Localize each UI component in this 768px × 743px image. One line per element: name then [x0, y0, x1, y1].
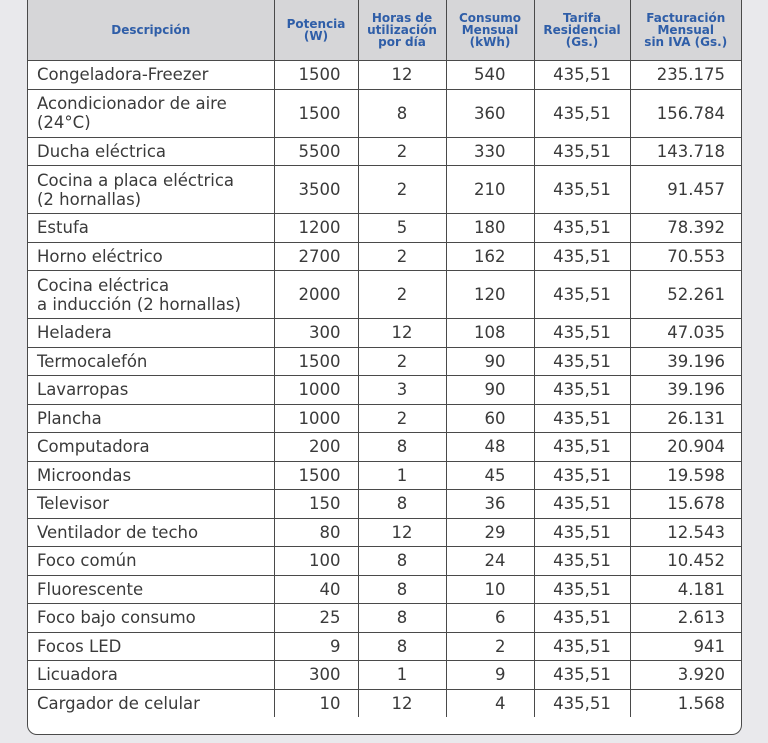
cell-descripcion: [28, 214, 274, 243]
cell-horas: 8: [358, 433, 446, 462]
header-line: Potencia: [286, 17, 346, 31]
cell-tarifa: 435,51: [534, 433, 630, 462]
cell-potencia: 300: [274, 319, 358, 348]
cell-consumo: 29: [446, 518, 534, 547]
cell-consumo: 108: [446, 319, 534, 348]
cell-horas: 12: [358, 518, 446, 547]
table-row: [28, 242, 741, 271]
cell-tarifa: 435,51: [534, 376, 630, 405]
cell-descripcion: [28, 632, 274, 661]
cell-tarifa: 435,51: [534, 604, 630, 633]
cell-facturacion: 156.784: [630, 89, 741, 137]
cell-consumo: 10: [446, 575, 534, 604]
descripcion-line: Cocina eléctrica: [37, 275, 170, 295]
table-row: [28, 214, 741, 243]
cell-consumo: 210: [446, 166, 534, 214]
cell-potencia: 40: [274, 575, 358, 604]
cell-potencia: 200: [274, 433, 358, 462]
cell-tarifa: 435,51: [534, 271, 630, 319]
header-horas: [358, 0, 446, 61]
header-line: sin IVA (Gs.): [644, 35, 728, 49]
cell-consumo: 330: [446, 137, 534, 166]
cell-potencia: 1500: [274, 61, 358, 90]
cell-facturacion: 20.904: [630, 433, 741, 462]
cell-consumo: 360: [446, 89, 534, 137]
cell-consumo: 6: [446, 604, 534, 633]
appliance-consumption-table-container: [27, 0, 742, 735]
cell-horas: 8: [358, 575, 446, 604]
cell-tarifa: 435,51: [534, 490, 630, 519]
header-line: utilización: [367, 23, 437, 37]
cell-descripcion: [28, 490, 274, 519]
table-row: [28, 547, 741, 576]
table-row: [28, 61, 741, 90]
cell-facturacion: 39.196: [630, 376, 741, 405]
cell-facturacion: 143.718: [630, 137, 741, 166]
cell-horas: 8: [358, 89, 446, 137]
descripcion-line: (24°C): [37, 113, 91, 132]
cell-facturacion: 78.392: [630, 214, 741, 243]
table-row: [28, 166, 741, 214]
cell-descripcion: [28, 271, 274, 319]
cell-consumo: 48: [446, 433, 534, 462]
header-line: (Gs.): [565, 35, 599, 49]
descripcion-line: Heladera: [37, 323, 112, 343]
header-line: Horas de: [371, 11, 433, 25]
cell-descripcion: [28, 166, 274, 214]
cell-facturacion: 15.678: [630, 490, 741, 519]
cell-horas: 2: [358, 404, 446, 433]
descripcion-line: a inducción (2 hornallas): [37, 294, 241, 314]
table-row: [28, 518, 741, 547]
header-facturacion: [630, 0, 741, 61]
cell-horas: 1: [358, 661, 446, 690]
header-line: Tarifa: [562, 11, 602, 25]
cell-descripcion: [28, 242, 274, 271]
cell-tarifa: 435,51: [534, 61, 630, 90]
cell-horas: 2: [358, 271, 446, 319]
cell-potencia: 1500: [274, 89, 358, 137]
header-potencia: [274, 0, 358, 61]
cell-descripcion: [28, 61, 274, 90]
cell-tarifa: 435,51: [534, 347, 630, 376]
cell-consumo: 180: [446, 214, 534, 243]
cell-descripcion: [28, 404, 274, 433]
table-row: [28, 433, 741, 462]
cell-descripcion: [28, 347, 274, 376]
cell-facturacion: 941: [630, 632, 741, 661]
cell-potencia: 1000: [274, 376, 358, 405]
descripcion-line: Cocina a placa eléctrica: [37, 170, 235, 190]
table-row: [28, 89, 741, 137]
table-row: [28, 689, 741, 717]
header-line: (W): [303, 29, 329, 43]
cell-descripcion: [28, 319, 274, 348]
cell-potencia: 9: [274, 632, 358, 661]
header-tarifa: [534, 0, 630, 61]
header-line: por día: [378, 35, 426, 49]
cell-facturacion: 4.181: [630, 575, 741, 604]
cell-tarifa: 435,51: [534, 661, 630, 690]
descripcion-line: Computadora: [37, 437, 150, 457]
header-line: Mensual: [657, 23, 715, 37]
table-row: [28, 461, 741, 490]
header-line: (kWh): [469, 35, 511, 49]
cell-consumo: 24: [446, 547, 534, 576]
cell-tarifa: 435,51: [534, 242, 630, 271]
cell-consumo: 540: [446, 61, 534, 90]
cell-horas: 8: [358, 632, 446, 661]
cell-descripcion: [28, 547, 274, 576]
cell-facturacion: 12.543: [630, 518, 741, 547]
cell-potencia: 10: [274, 689, 358, 717]
table-row: [28, 404, 741, 433]
cell-potencia: 1500: [274, 461, 358, 490]
cell-consumo: 60: [446, 404, 534, 433]
header-line: Descripción: [111, 23, 191, 37]
appliance-consumption-table: [28, 0, 741, 717]
cell-potencia: 300: [274, 661, 358, 690]
cell-tarifa: 435,51: [534, 632, 630, 661]
cell-potencia: 1500: [274, 347, 358, 376]
cell-tarifa: 435,51: [534, 89, 630, 137]
cell-tarifa: 435,51: [534, 689, 630, 717]
cell-potencia: 2700: [274, 242, 358, 271]
cell-descripcion: [28, 137, 274, 166]
header-row: [28, 0, 741, 61]
header-line: Facturación: [646, 11, 726, 25]
cell-potencia: 3500: [274, 166, 358, 214]
table-row: [28, 490, 741, 519]
descripcion-line: Licuadora: [37, 665, 118, 685]
descripcion-line: Plancha: [37, 408, 102, 428]
cell-tarifa: 435,51: [534, 214, 630, 243]
cell-facturacion: 39.196: [630, 347, 741, 376]
cell-potencia: 1200: [274, 214, 358, 243]
cell-tarifa: 435,51: [534, 547, 630, 576]
cell-facturacion: 2.613: [630, 604, 741, 633]
cell-tarifa: 435,51: [534, 518, 630, 547]
cell-horas: 8: [358, 604, 446, 633]
cell-descripcion: [28, 376, 274, 405]
cell-facturacion: 3.920: [630, 661, 741, 690]
cell-consumo: 90: [446, 347, 534, 376]
descripcion-line: Microondas: [37, 465, 132, 485]
header-line: Residencial: [543, 23, 621, 37]
descripcion-line: Estufa: [37, 218, 89, 238]
cell-potencia: 150: [274, 490, 358, 519]
cell-descripcion: [28, 461, 274, 490]
cell-consumo: 90: [446, 376, 534, 405]
cell-horas: 12: [358, 689, 446, 717]
cell-descripcion: [28, 518, 274, 547]
cell-consumo: 120: [446, 271, 534, 319]
table-row: [28, 632, 741, 661]
cell-horas: 1: [358, 461, 446, 490]
cell-tarifa: 435,51: [534, 404, 630, 433]
cell-tarifa: 435,51: [534, 461, 630, 490]
cell-consumo: 9: [446, 661, 534, 690]
table-row: [28, 271, 741, 319]
cell-potencia: 80: [274, 518, 358, 547]
descripcion-line: Ventilador de techo: [37, 522, 199, 542]
descripcion-line: Lavarropas: [37, 380, 129, 400]
table-row: [28, 376, 741, 405]
descripcion-line: Fluorescente: [37, 579, 144, 599]
table-row: [28, 347, 741, 376]
header-consumo: [446, 0, 534, 61]
cell-descripcion: [28, 689, 274, 717]
descripcion-line: Focos LED: [37, 636, 122, 656]
cell-consumo: 2: [446, 632, 534, 661]
table-body: [28, 61, 741, 718]
cell-tarifa: 435,51: [534, 319, 630, 348]
table-row: [28, 604, 741, 633]
cell-horas: 12: [358, 319, 446, 348]
table-row: [28, 319, 741, 348]
cell-horas: 2: [358, 347, 446, 376]
header-line: Consumo: [458, 11, 522, 25]
cell-potencia: 5500: [274, 137, 358, 166]
descripcion-line: Acondicionador de aire: [37, 94, 227, 113]
cell-potencia: 2000: [274, 271, 358, 319]
cell-horas: 2: [358, 242, 446, 271]
cell-facturacion: 235.175: [630, 61, 741, 90]
descripcion-line: Congeladora-Freezer: [37, 65, 209, 85]
descripcion-line: Horno eléctrico: [37, 246, 163, 266]
cell-consumo: 162: [446, 242, 534, 271]
cell-consumo: 45: [446, 461, 534, 490]
descripcion-line: Foco bajo consumo: [37, 608, 196, 628]
header-line: Mensual: [461, 23, 519, 37]
cell-tarifa: 435,51: [534, 166, 630, 214]
cell-descripcion: [28, 433, 274, 462]
descripcion-line: Televisor: [37, 494, 109, 514]
cell-potencia: 25: [274, 604, 358, 633]
cell-tarifa: 435,51: [534, 575, 630, 604]
cell-facturacion: 19.598: [630, 461, 741, 490]
cell-facturacion: 91.457: [630, 166, 741, 214]
cell-descripcion: [28, 661, 274, 690]
table-row: [28, 575, 741, 604]
cell-facturacion: 52.261: [630, 271, 741, 319]
descripcion-line: Cargador de celular: [37, 693, 200, 713]
cell-facturacion: 70.553: [630, 242, 741, 271]
cell-horas: 12: [358, 61, 446, 90]
cell-descripcion: [28, 575, 274, 604]
header-descripcion: [28, 0, 274, 61]
cell-horas: 3: [358, 376, 446, 405]
descripcion-line: Termocalefón: [37, 351, 148, 371]
cell-potencia: 100: [274, 547, 358, 576]
cell-facturacion: 1.568: [677, 693, 725, 713]
cell-tarifa: 435,51: [534, 137, 630, 166]
cell-horas: 5: [358, 214, 446, 243]
table-row: [28, 661, 741, 690]
cell-potencia: 1000: [274, 404, 358, 433]
descripcion-line: Ducha eléctrica: [37, 141, 167, 161]
table-row: [28, 137, 741, 166]
cell-horas: 8: [358, 547, 446, 576]
descripcion-line: Foco común: [37, 551, 137, 571]
descripcion-line: (2 hornallas): [37, 189, 142, 209]
cell-descripcion: [28, 604, 274, 633]
cell-consumo: 36: [446, 490, 534, 519]
cell-horas: 2: [358, 166, 446, 214]
cell-horas: 8: [358, 490, 446, 519]
cell-descripcion: [28, 89, 274, 137]
cell-facturacion: 47.035: [630, 319, 741, 348]
cell-facturacion: 10.452: [630, 547, 741, 576]
cell-facturacion: 26.131: [630, 404, 741, 433]
cell-horas: 2: [358, 137, 446, 166]
cell-consumo: 4: [446, 689, 534, 717]
